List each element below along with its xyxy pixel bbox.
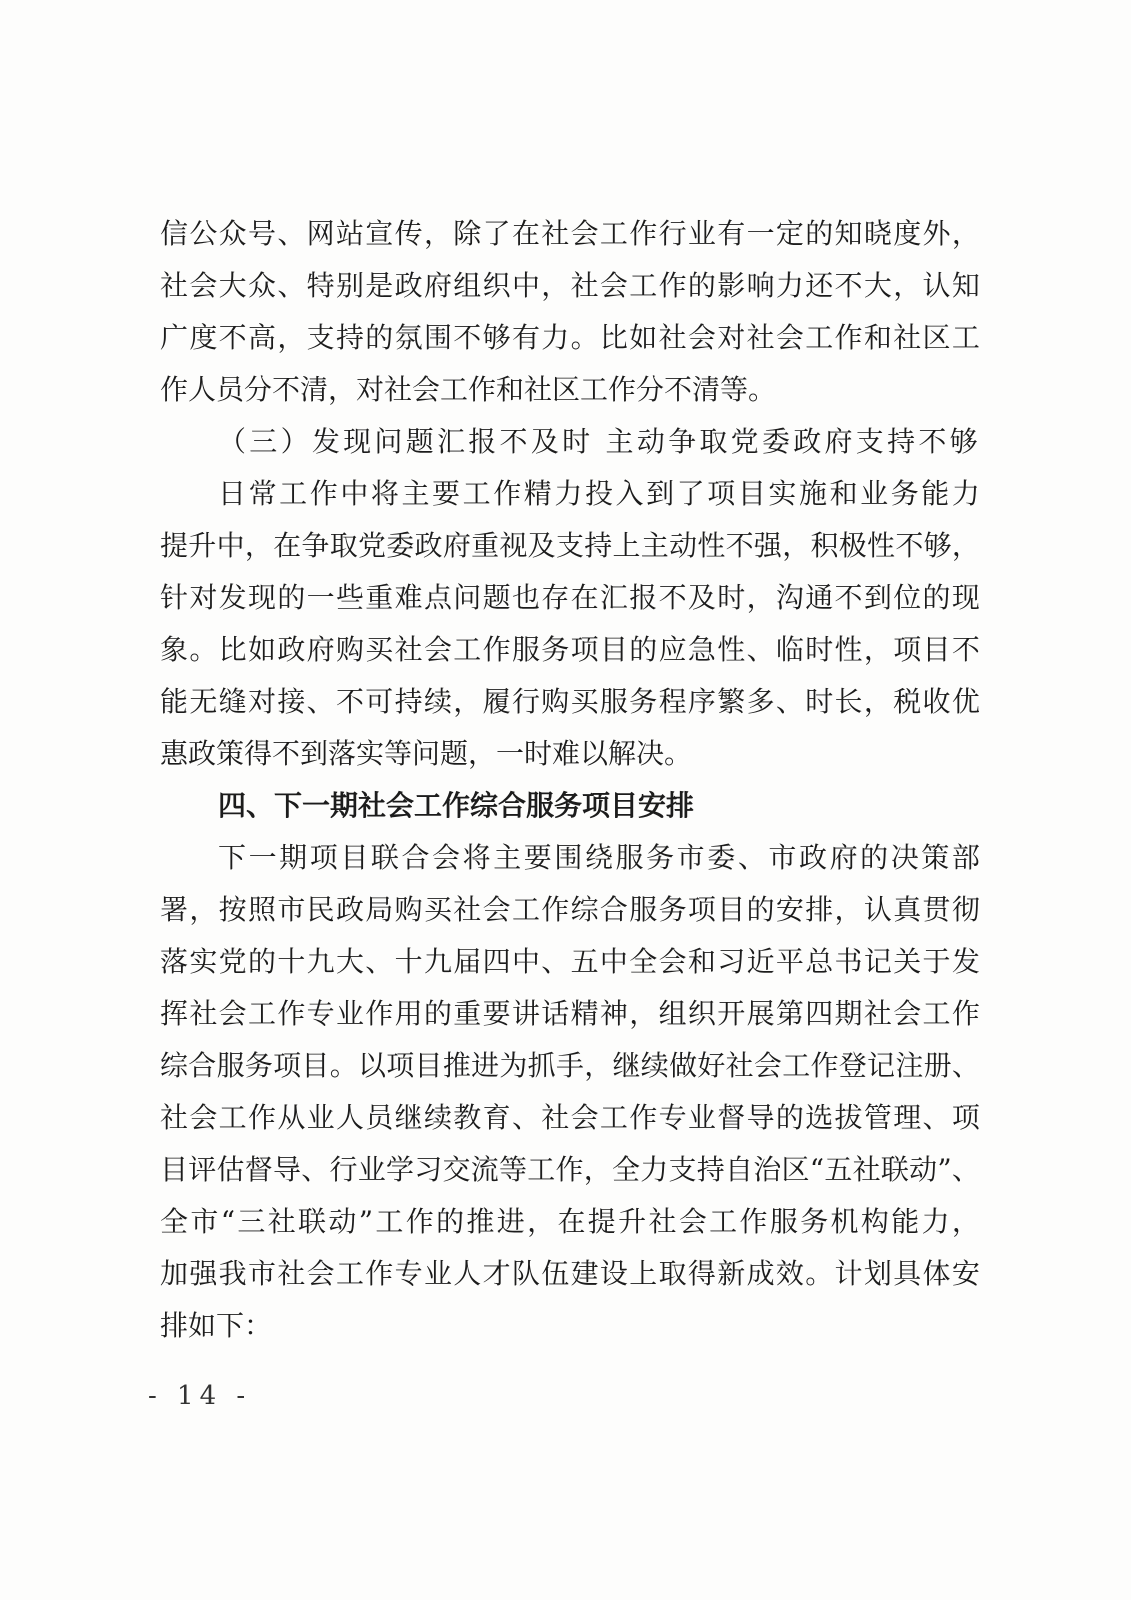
- text-line: 落 实 党 的 十 九 大 、 十 九 届 四 中 、 五 中 全 会 和 习 近 平 总 书 记 关 于 发: [160, 945, 980, 978]
- section-heading: 四、下一期社会工作综合服务项目安排: [218, 789, 695, 822]
- text-line: 加 强 我 市 社 会 工 作 专 业 人 才 队 伍 建 设 上 取 得 新 成 效 。 计 划 具 体 安: [160, 1257, 980, 1290]
- text-line: 社 会 大 众 、 特 别 是 政 府 组 织 中 ， 社 会 工 作 的 影 响 力 还 不 大 ， 认 知: [160, 269, 980, 302]
- text-line: 象 。 比 如 政 府 购 买 社 会 工 作 服 务 项 目 的 应 急 性 、 临 时 性 ， 项 目 不: [160, 633, 980, 666]
- text-line: 社 会 工 作 从 业 人 员 继 续 教 育 、 社 会 工 作 专 业 督 导 的 选 拔 管 理 、 项: [160, 1101, 980, 1134]
- page-number: - 14 -: [148, 1381, 252, 1411]
- text-line: 综 合 服 务 项 目 。 以 项 目 推 进 为 抓 手 ， 继 续 做 好 社 会 工 作 登 记 注 册 、: [160, 1049, 980, 1082]
- subsection-heading: （ 三 ） 发 现 问 题 汇 报 不 及 时 主 动 争 取 党 委 政 府 支 持 不 够: [218, 425, 980, 458]
- text-line: 署 ， 按 照 市 民 政 局 购 买 社 会 工 作 综 合 服 务 项 目 的 安 排 ， 认 真 贯 彻: [160, 893, 980, 926]
- text-line: 挥 社 会 工 作 专 业 作 用 的 重 要 讲 话 精 神 ， 组 织 开 展 第 四 期 社 会 工 作: [160, 997, 980, 1030]
- paragraph-first-line: 日 常 工 作 中 将 主 要 工 作 精 力 投 入 到 了 项 目 实 施 和 业 务 能 力: [218, 477, 980, 510]
- paragraph-first-line: 下 一 期 项 目 联 合 会 将 主 要 围 绕 服 务 市 委 、 市 政 府 的 决 策 部: [218, 841, 980, 874]
- text-line: 排如下：: [160, 1309, 273, 1342]
- body-text: [160, 208, 980, 1352]
- text-line: 广 度 不 高 ， 支 持 的 氛 围 不 够 有 力 。 比 如 社 会 对 社 会 工 作 和 社 区 工: [160, 321, 980, 354]
- text-line: 目 评 估 督 导 、 行 业 学 习 交 流 等 工 作 ， 全 力 支 持 自 治 区 “ 五 社 联 动 ” 、: [160, 1153, 980, 1186]
- text-line: 能 无 缝 对 接 、 不 可 持 续 ， 履 行 购 买 服 务 程 序 繁 多 、 时 长 ， 税 收 优: [160, 685, 980, 718]
- text-line: 针 对 发 现 的 一 些 重 难 点 问 题 也 存 在 汇 报 不 及 时 ， 沟 通 不 到 位 的 现: [160, 581, 980, 614]
- text-line: 全 市 “ 三 社 联 动 ” 工 作 的 推 进 ， 在 提 升 社 会 工 作 服 务 机 构 能 力 ，: [160, 1205, 980, 1238]
- text-line: 信 公 众 号 、 网 站 宣 传 ， 除 了 在 社 会 工 作 行 业 有 一 定 的 知 晓 度 外 ，: [160, 217, 980, 250]
- text-line: 提 升 中 ， 在 争 取 党 委 政 府 重 视 及 支 持 上 主 动 性 不 强 ， 积 极 性 不 够 ，: [160, 529, 980, 562]
- text-line: 惠政策得不到落实等问题，一时难以解决。: [160, 737, 693, 770]
- text-line: 作人员分不清，对社会工作和社区工作分不清等。: [160, 373, 777, 406]
